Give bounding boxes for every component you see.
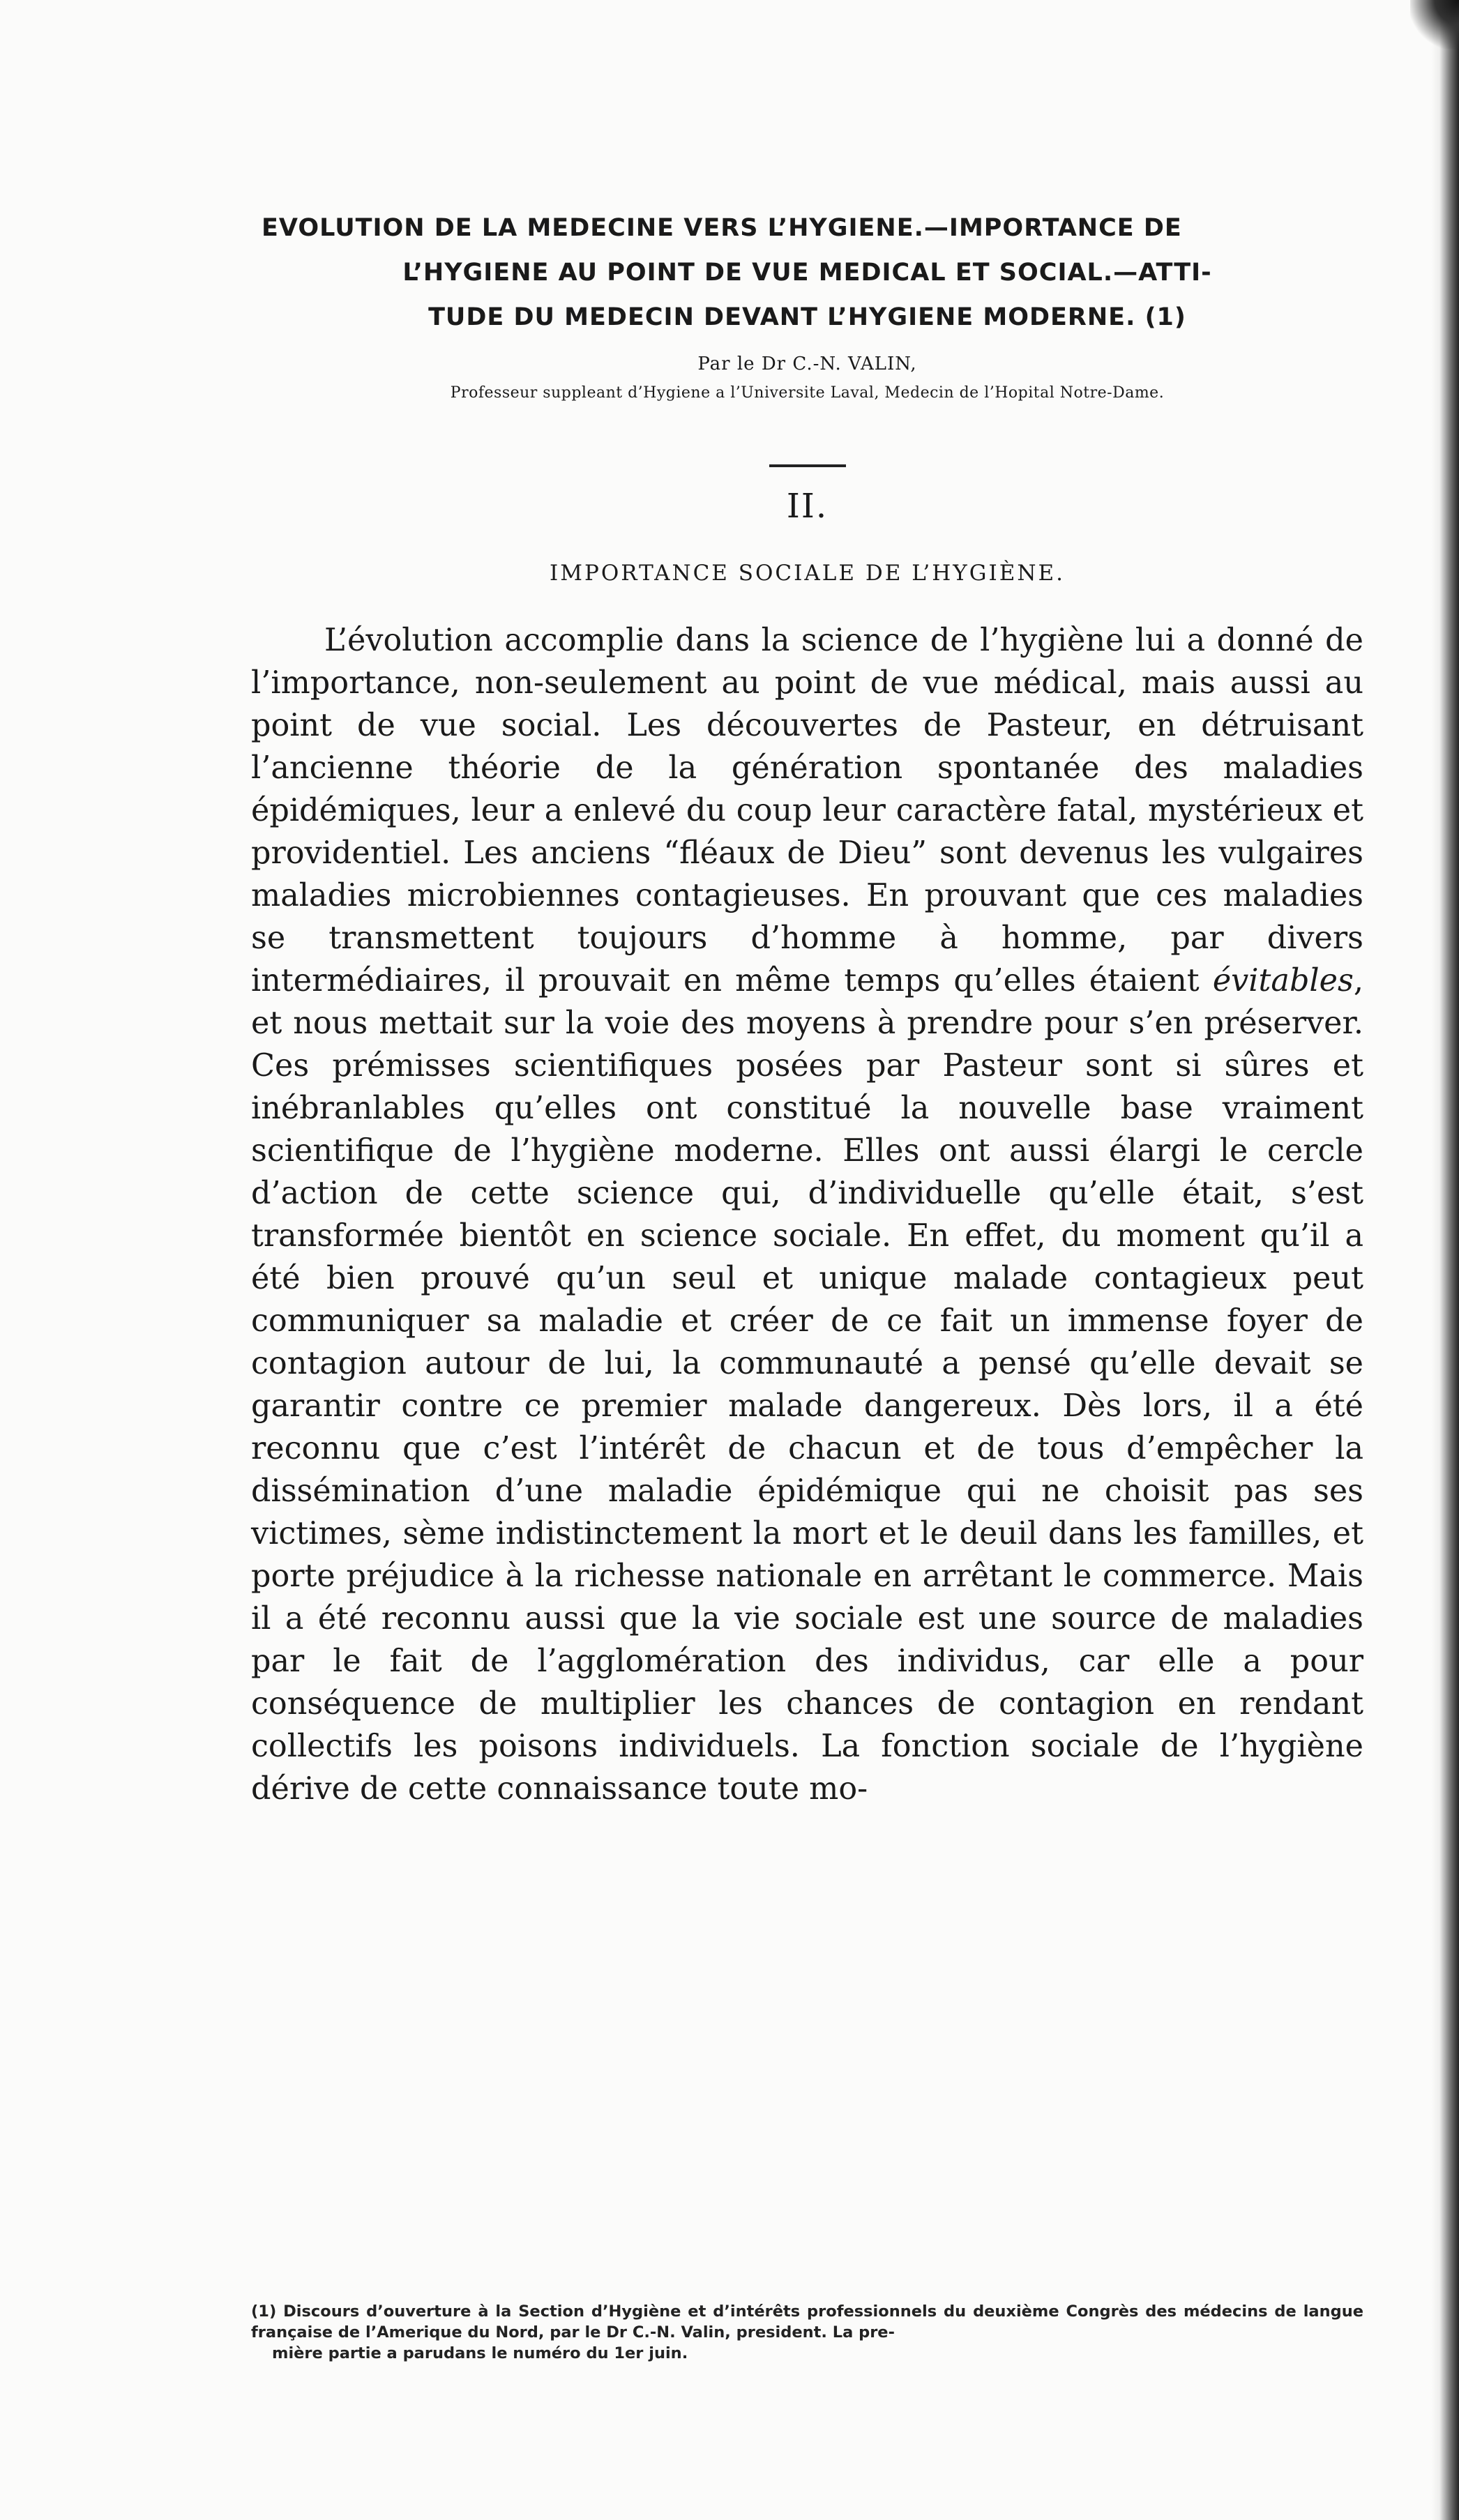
body-paragraph — [251, 619, 1363, 1810]
article-title — [251, 206, 1363, 340]
title-line-3: TUDE DU MEDECIN DEVANT L’HYGIENE MODERNE. (1) — [428, 303, 1186, 331]
body-italic-word: évitables — [1212, 963, 1354, 999]
body-text-part-1: L’évolution accomplie dans la science de l’hygiène lui a donné de l’importance, non-seulement au point de vue médical, mais aussi au point de vue social. Les découvertes de Pasteur, en détruisant l’ancienne théorie de la génération spontanée des maladies épidémiques, leur a enlevé du coup leur caractère fatal, mystérieux et providentiel. Les anciens “fléaux de Dieu” sont devenus les vulgaires maladies microbiennes contagieuses. En prouvant que ces maladies se transmettent toujours d’homme à homme, par divers intermédiaires, il prouvait en même temps qu’elles étaient — [251, 623, 1363, 999]
title-line-2: L’HYGIENE AU POINT DE VUE MEDICAL ET SOCIAL.—ATTI- — [402, 259, 1212, 287]
section-heading: IMPORTANCE SOCIALE DE L’HYGIÈNE. — [550, 561, 1065, 586]
scan-page-edge — [1431, 0, 1459, 2520]
footnote — [251, 2301, 1363, 2364]
title-line-1: EVOLUTION DE LA MEDECINE VERS L’HYGIENE.—IMPORTANCE DE — [262, 214, 1182, 242]
section-divider — [769, 464, 846, 467]
section-number: II. — [786, 487, 829, 526]
author-affiliation: Professeur suppleant d’Hygiene a l’Universite Laval, Medecin de l’Hopital Notre-Dame. — [450, 384, 1165, 402]
body-text-part-2: , et nous mettait sur la voie des moyens à prendre pour s’en préserver. Ces prémisses scientifiques posées par Pasteur sont si sûres et inébranlables qu’elles ont constitué la nouvelle base vraiment scientifique de l’hygiène moderne. Elles ont aussi élargi le cercle d’action de cette science qui, d’individuelle qu’elle était, s’est transformée bientôt en science sociale. En effet, du moment qu’il a été bien prouvé qu’un seul et unique malade contagieux peut communiquer sa maladie et créer de ce fait un immense foyer de contagion autour de lui, la communauté a pensé qu’elle devait se garantir contre ce premier malade dangereux. Dès lors, il a été reconnu que c’est l’intérêt de chacun et de tous d’empêcher la dissémination d’une maladie épidémique qui ne choisit pas ses victimes, sème indistinctement la mort et le deuil dans les familles, et porte préjudice à la richesse nationale en arrêtant le commerce. Mais il a été reconnu aussi que la vie sociale est une source de maladies par le fait de l’agglomération des individus, car elle a pour conséquence de multiplier les chances de contagion en rendant collectifs les poisons individuels. La fonction sociale de l’hygiène dérive de cette connaissance toute mo- — [251, 963, 1363, 1807]
author-byline: Par le Dr C.-N. VALIN, — [697, 354, 917, 374]
scan-corner-mark — [1410, 0, 1459, 49]
document-page — [251, 206, 1363, 1842]
footnote-line-2: mière partie a parudans le numéro du 1er juin. — [272, 2344, 688, 2362]
footnote-line-1: (1) Discours d’ouverture à la Section d’Hygiène et d’intérêts professionnels du deuxième Congrès des médecins de langue française de l’Amerique du Nord, par le Dr C.-N. Valin, president. La pre- — [251, 2302, 1363, 2341]
